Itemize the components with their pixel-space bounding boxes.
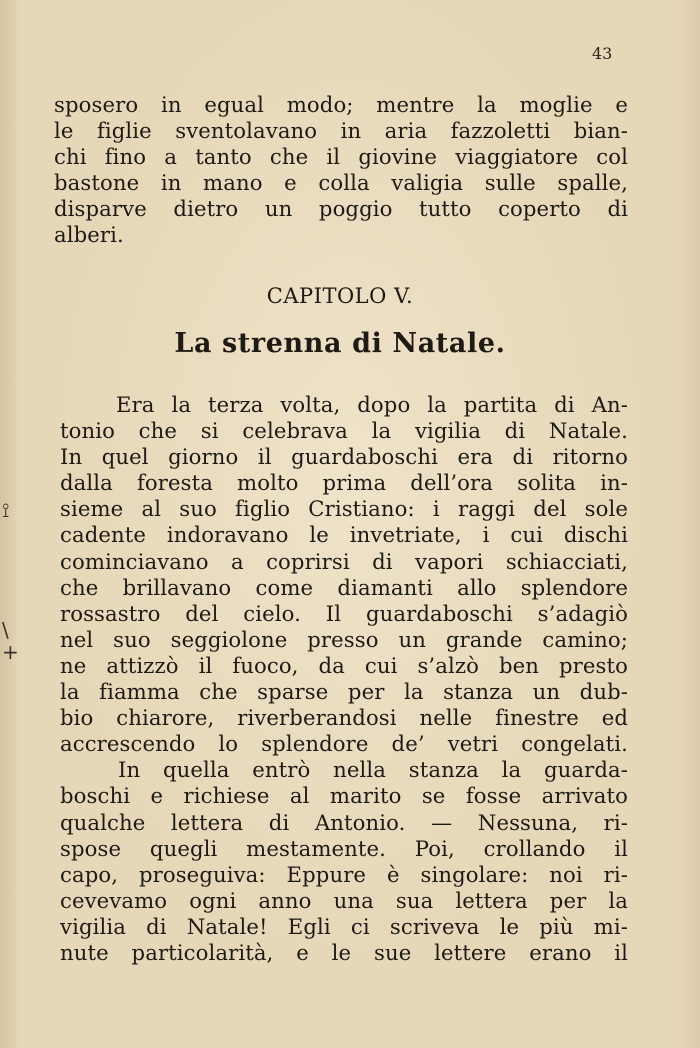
text-line: cevevamo ogni anno una sua lettera per la bbox=[60, 887, 628, 913]
paragraph-main bbox=[60, 392, 628, 966]
chapter-label: CAPITOLO V. bbox=[266, 284, 414, 308]
text-line: la fiamma che sparse per la stanza un dub- bbox=[60, 679, 628, 705]
text-line: che brillavano come diamanti allo splendore bbox=[60, 574, 628, 600]
text-line: disparve dietro un poggio tutto coperto di bbox=[54, 196, 628, 222]
text-line: bastone in mano e colla valigia sulle spalle, bbox=[54, 170, 628, 196]
text-line: ne attizzò il fuoco, da cui s’alzò ben presto bbox=[60, 652, 628, 678]
text-line: tonio che si celebrava la vigilia di Natale. bbox=[60, 418, 628, 444]
text-line: cominciavano a coprirsi di vapori schiacciati, bbox=[60, 548, 628, 574]
text-line: le figlie sventolavano in aria fazzoletti bian- bbox=[54, 118, 628, 144]
margin-mark: ⟟ bbox=[2, 498, 10, 522]
text-line: vigilia di Natale! Egli ci scriveva le più mi- bbox=[60, 913, 628, 939]
text-line: sposero in egual modo; mentre la moglie e bbox=[54, 92, 628, 117]
text-line: In quella entrò nella stanza la guarda- bbox=[118, 757, 628, 783]
paragraph-continuation bbox=[54, 92, 628, 249]
text-line: rossastro del cielo. Il guardaboschi s’adagiò bbox=[60, 600, 628, 626]
text-line: capo, proseguiva: Eppure è singolare: noi ri- bbox=[60, 861, 628, 887]
text-line: chi fino a tanto che il giovine viaggiatore col bbox=[54, 144, 628, 170]
page-number: 43 bbox=[592, 44, 613, 63]
text-line: bio chiarore, riverberandosi nelle finestre ed bbox=[60, 705, 628, 731]
text-line: qualche lettera di Antonio. — Nessuna, ri- bbox=[60, 809, 628, 835]
text-line: alberi. bbox=[54, 222, 124, 248]
chapter-title: La strenna di Natale. bbox=[174, 328, 506, 359]
text-line: nute particolarità, e le sue lettere erano il bbox=[60, 939, 628, 965]
text-line: boschi e richiese al marito se fosse arrivato bbox=[60, 783, 628, 809]
text-line: In quel giorno il guardaboschi era di ritorno bbox=[60, 444, 628, 470]
text-line: accrescendo lo splendore de’ vetri congelati. bbox=[60, 731, 628, 757]
margin-mark: \ bbox=[2, 618, 9, 642]
text-line: dalla foresta molto prima dell’ora solita in- bbox=[60, 470, 628, 496]
text-line: cadente indoravano le invetriate, i cui dischi bbox=[60, 522, 628, 548]
text-line: Era la terza volta, dopo la partita di An- bbox=[116, 392, 628, 417]
text-line: nel suo seggiolone presso un grande camino; bbox=[60, 626, 628, 652]
text-line: spose quegli mestamente. Poi, crollando il bbox=[60, 835, 628, 861]
margin-mark: + bbox=[2, 640, 19, 664]
text-line: sieme al suo figlio Cristiano: i raggi del sole bbox=[60, 496, 628, 522]
